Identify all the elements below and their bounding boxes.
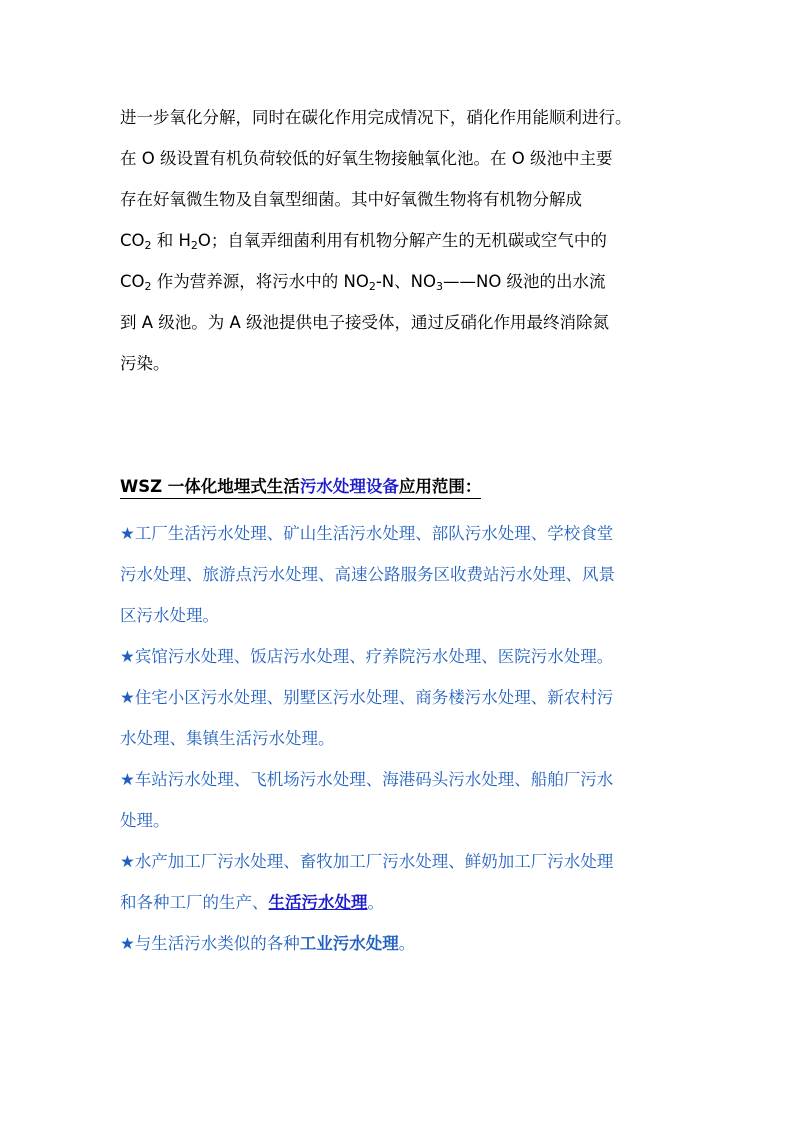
- list-item: ★宾馆污水处理、饭店污水处理、疗养院污水处理、医院污水处理。: [120, 647, 614, 666]
- intro-line-1: 进一步氧化分解，同时在碳化作用完成情况下，硝化作用能顺利进行。: [120, 108, 632, 127]
- list-item: ★与生活污水类似的各种工业污水处理。: [120, 934, 416, 953]
- intro-paragraph: [120, 97, 680, 384]
- list-item: ★水产加工厂污水处理、畜牧加工厂污水处理、鲜奶加工厂污水处理 和各种工厂的生产、生活污水处理。: [120, 852, 614, 912]
- intro-line-5: $CO_2$ 作为营养源，将污水中的 $NO_2-N$、$NO_3——NO$ 级池的出水流: [120, 272, 606, 293]
- heading-suffix: 应用范围：: [398, 477, 482, 496]
- heading-prefix: WSZ: [120, 477, 163, 496]
- domestic-sewage-link[interactable]: 生活污水处理: [268, 893, 368, 912]
- intro-line-4: $CO_2$ 和 $H_2O$；自氧弄细菌利用有机物分解产生的无机碳或空气中的: [120, 231, 607, 252]
- intro-line-7: 污染。: [120, 354, 170, 373]
- industrial-sewage-text: 工业污水处理: [299, 934, 399, 953]
- section-heading: [120, 476, 481, 499]
- intro-line-6: 到 A 级池。为 A 级池提供电子接受体，通过反硝化作用最终消除氮: [120, 313, 610, 332]
- application-list: [120, 513, 680, 964]
- intro-line-3: 存在好氧微生物及自氧型细菌。其中好氧微生物将有机物分解成: [120, 190, 582, 209]
- list-item: ★住宅小区污水处理、别墅区污水处理、商务楼污水处理、新农村污 水处理、集镇生活污水处理。: [120, 688, 614, 748]
- heading-middle: 一体化地埋式生活: [162, 477, 300, 496]
- heading-highlight-link[interactable]: 污水处理设备: [299, 477, 399, 496]
- intro-line-2: 在 O 级设置有机负荷较低的好氧生物接触氧化池。在 O 级池中主要: [120, 149, 613, 168]
- list-item: ★工厂生活污水处理、矿山生活污水处理、部队污水处理、学校食堂 污水处理、旅游点污水处理、高速公路服务区收费站污水处理、风景 区污水处理。: [120, 524, 615, 625]
- list-item: ★车站污水处理、飞机场污水处理、海港码头污水处理、船舶厂污水 处理。: [120, 770, 614, 830]
